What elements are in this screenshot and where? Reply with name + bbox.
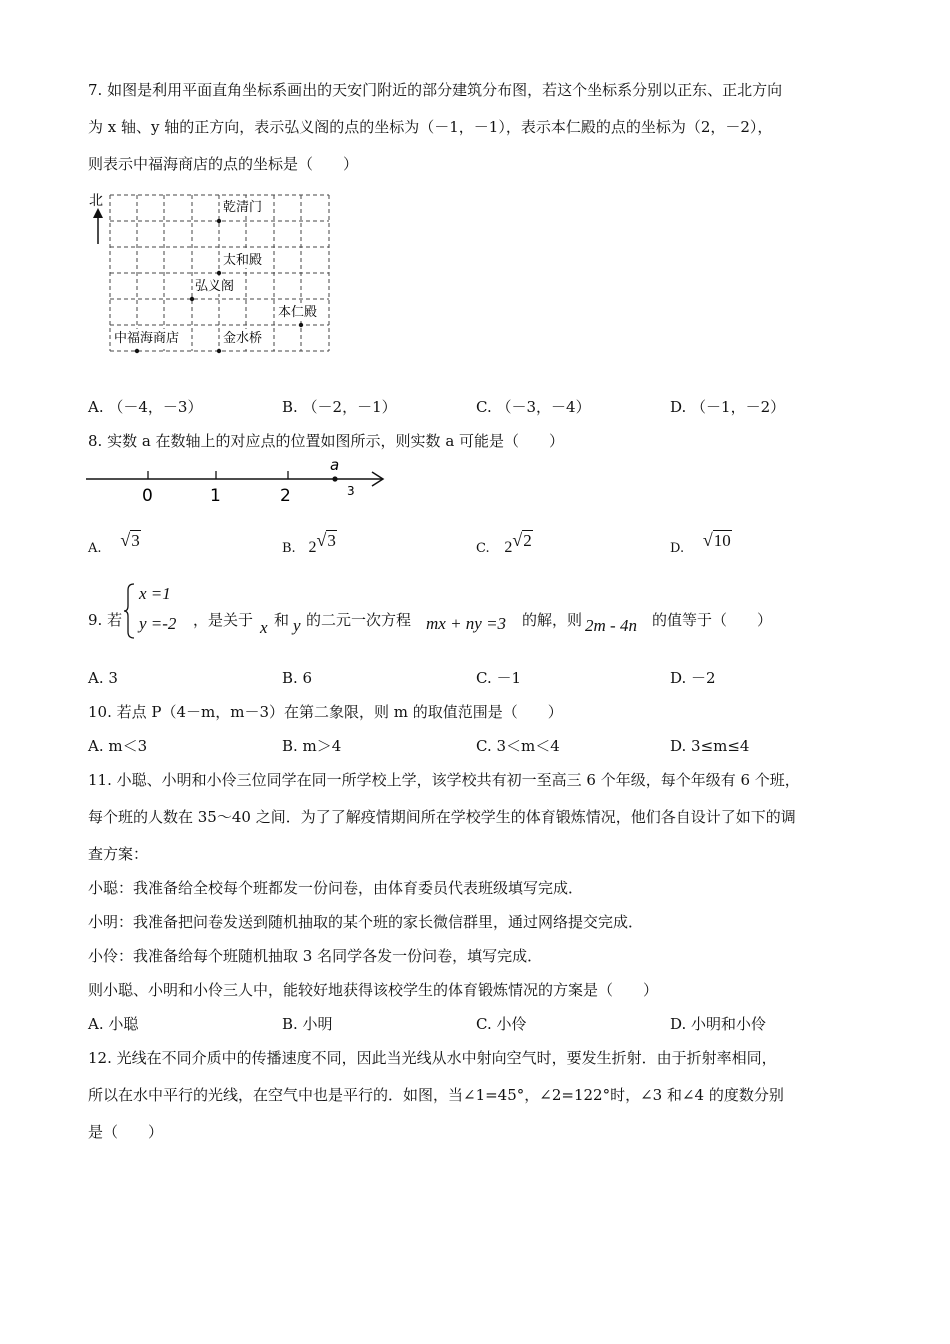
q10-option-d[interactable]: D. 3≤m≤4 xyxy=(670,737,750,755)
q11-line-2: 每个班的人数在 35～40 之间．为了了解疫情期间所在学校学生的体育锻炼情况，他们各自设计了如下的调 xyxy=(88,808,796,826)
point-a xyxy=(332,476,337,481)
q7-option-c[interactable]: C. （－3，－4） xyxy=(476,398,591,416)
q11-line-5: 小明：我准备把问卷发送到随机抽取的某个班的家长微信群里，通过网络提交完成． xyxy=(88,913,644,931)
north-arrow-icon xyxy=(93,208,103,218)
q9-text-3: 的二元一次方程 xyxy=(306,611,412,629)
point-qianqingmen xyxy=(217,219,221,223)
point-hongyige xyxy=(190,297,194,301)
q9-text-5: 的值等于（ ） xyxy=(652,611,773,629)
q9-eq-x: x =1 xyxy=(139,584,171,603)
tick-label-3: 3 xyxy=(347,484,355,498)
q10-option-a[interactable]: A. m＜3 xyxy=(88,737,148,755)
q10-line-1: 10. 若点 P（4－m，m－3）在第二象限，则 m 的取值范围是（ ） xyxy=(88,703,563,721)
q8-option-d[interactable] xyxy=(670,530,732,559)
label-zhongfuhai: 中福海商店 xyxy=(114,331,180,346)
q11-line-4: 小聪：我准备给全校每个班都发一份问卷，由体育委员代表班级填写完成． xyxy=(88,879,584,897)
label-benrendian: 本仁殿 xyxy=(278,305,318,320)
q8-option-b-letter: B. xyxy=(282,541,296,556)
q10-option-c[interactable]: C. 3＜m＜4 xyxy=(476,737,560,755)
q9-eq-y: y =-2 xyxy=(139,614,177,633)
q9-option-d[interactable]: D. －2 xyxy=(670,669,716,687)
q11-option-a[interactable]: A. 小聪 xyxy=(88,1015,139,1033)
q8-option-c-letter: C. xyxy=(476,541,490,556)
q8-option-a-letter: A. xyxy=(88,541,102,556)
q9-expression: 2m - 4n xyxy=(585,616,637,635)
point-jinshuiqiao xyxy=(217,349,221,353)
north-label: 北 xyxy=(89,193,103,209)
q7-option-b[interactable]: B. （－2，－1） xyxy=(282,398,397,416)
point-a-label: a xyxy=(330,456,340,474)
q9-option-a[interactable]: A. 3 xyxy=(88,669,118,687)
q8-number-line xyxy=(84,455,394,510)
q8-option-a[interactable] xyxy=(88,530,141,559)
q11-line-3: 查方案： xyxy=(88,845,149,863)
q9-text-4: 的解，则 xyxy=(522,611,583,629)
label-jinshuiqiao: 金水桥 xyxy=(223,331,263,346)
q11-option-d[interactable]: D. 小明和小伶 xyxy=(670,1015,767,1033)
q8-option-a-value: √3 xyxy=(120,530,140,550)
q8-option-b-value: √3 xyxy=(316,530,336,550)
q12-line-2: 所以在水中平行的光线，在空气中也是平行的．如图，当∠1=45°，∠2=122°时，∠3 和∠4 的度数分别 xyxy=(88,1086,784,1104)
q11-option-c[interactable]: C. 小伶 xyxy=(476,1015,527,1033)
tick-label-0: 0 xyxy=(142,486,153,506)
q9-brace-icon xyxy=(124,582,136,640)
q9-prefix: 9. 若 xyxy=(88,611,123,629)
q11-line-6: 小伶：我准备给每个班随机抽取 3 名同学各发一份问卷，填写完成． xyxy=(88,947,543,965)
q8-option-c-coef: 2 xyxy=(504,539,513,556)
tick-label-1: 1 xyxy=(210,486,221,506)
q11-line-1: 11. 小聪、小明和小伶三位同学在同一所学校上学，该学校共有初一至高三 6 个年级，每个年级有 6 个班， xyxy=(88,771,800,789)
q8-option-b-coef: 2 xyxy=(308,539,317,556)
q7-line-1: 7. 如图是利用平面直角坐标系画出的天安门附近的部分建筑分布图，若这个坐标系分别以正东、正北方向 xyxy=(88,81,783,99)
label-taihedian: 太和殿 xyxy=(223,253,263,268)
point-zhongfuhai xyxy=(135,349,139,353)
q8-option-b[interactable] xyxy=(282,530,337,559)
point-benrendian xyxy=(299,323,303,327)
q9-equation: mx + ny =3 xyxy=(426,614,507,633)
q9-text-2: 和 xyxy=(274,611,290,629)
label-hongyige: 弘义阁 xyxy=(195,279,235,294)
q9-var-y: y xyxy=(293,616,301,635)
q8-option-d-letter: D. xyxy=(670,541,685,556)
q9-var-x: x xyxy=(260,618,268,637)
q8-line-1: 8. 实数 a 在数轴上的对应点的位置如图所示，则实数 a 可能是（ ） xyxy=(88,432,565,450)
q8-option-c-value: √2 xyxy=(512,530,532,550)
point-taihedian xyxy=(217,271,221,275)
q11-line-7: 则小聪、小明和小伶三人中，能较好地获得该校学生的体育锻炼情况的方案是（ ） xyxy=(88,981,659,999)
q9-option-c[interactable]: C. －1 xyxy=(476,669,522,687)
q7-line-2: 为 x 轴、y 轴的正方向，表示弘义阁的点的坐标为（－1，－1），表示本仁殿的点的坐标为（2，－2）， xyxy=(88,118,773,136)
q7-map-figure xyxy=(86,188,336,360)
label-qianqingmen: 乾清门 xyxy=(223,200,263,215)
q7-option-d[interactable]: D. （－1，－2） xyxy=(670,398,786,416)
q10-option-b[interactable]: B. m＞4 xyxy=(282,737,342,755)
q7-option-a[interactable]: A. （－4，－3） xyxy=(88,398,203,416)
q12-line-1: 12. 光线在不同介质中的传播速度不同，因此当光线从水中射向空气时，要发生折射．由于折射率相同， xyxy=(88,1049,777,1067)
q8-option-d-value: √10 xyxy=(702,530,731,550)
q8-option-c[interactable] xyxy=(476,530,533,559)
q9-text-1: ，是关于 xyxy=(193,611,254,629)
q12-line-3: 是（ ） xyxy=(88,1123,164,1141)
q9-option-b[interactable]: B. 6 xyxy=(282,669,313,687)
q7-line-3: 则表示中福海商店的点的坐标是（ ） xyxy=(88,155,359,173)
q11-option-b[interactable]: B. 小明 xyxy=(282,1015,333,1033)
tick-label-2: 2 xyxy=(280,486,291,506)
